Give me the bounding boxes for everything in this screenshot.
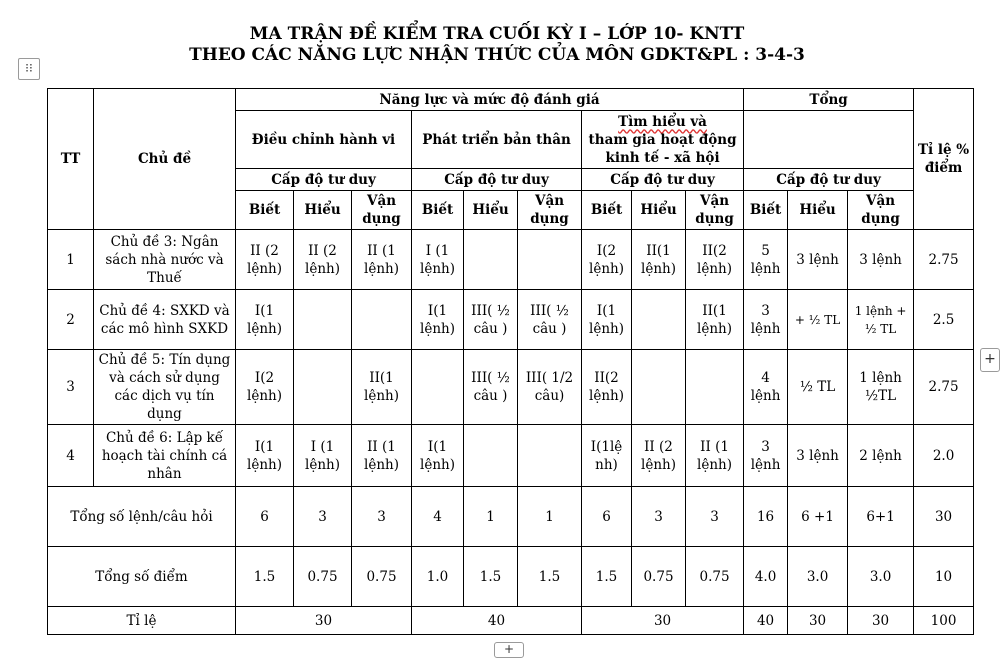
cell: 30	[236, 607, 412, 635]
row-topic: Chủ đề 3: Ngân sách nhà nước và Thuế	[94, 230, 236, 290]
cell	[464, 230, 518, 290]
van-dung-header: Vận dụng	[352, 191, 412, 230]
cell: 1.5	[236, 547, 294, 607]
table-row	[48, 425, 974, 487]
cell: 3 lệnh	[744, 425, 788, 487]
cell: I(1 lệnh)	[582, 290, 632, 350]
cell: I (1 lệnh)	[412, 230, 464, 290]
biet-header: Biết	[236, 191, 294, 230]
cell: + ½ TL	[788, 290, 848, 350]
row-topic: Chủ đề 5: Tín dụng và cách sử dụng các dịch vụ tín dụng	[94, 350, 236, 425]
cell: I(1 lệnh)	[412, 425, 464, 487]
cell: 1.5	[582, 547, 632, 607]
table-row	[48, 607, 974, 635]
row-tt: 2	[48, 290, 94, 350]
cell: 2 lệnh	[848, 425, 914, 487]
cap-do-header: Cấp độ tư duy	[582, 169, 744, 191]
cell: 100	[914, 607, 974, 635]
cell: 30	[914, 487, 974, 547]
cap-do-header: Cấp độ tư duy	[412, 169, 582, 191]
cell: 10	[914, 547, 974, 607]
cell	[518, 230, 582, 290]
table-row	[48, 230, 974, 290]
row-topic: Chủ đề 4: SXKD và các mô hình SXKD	[94, 290, 236, 350]
cell	[518, 425, 582, 487]
cell: I(1 lệnh)	[236, 425, 294, 487]
hieu-header: Hiểu	[632, 191, 686, 230]
total-points-label: Tổng số điểm	[48, 547, 236, 607]
table-row	[48, 487, 974, 547]
cell: I(1 lệnh)	[412, 290, 464, 350]
cell: 1.5	[518, 547, 582, 607]
cell: 40	[744, 607, 788, 635]
table-row	[48, 547, 974, 607]
cell	[294, 290, 352, 350]
cell: 40	[412, 607, 582, 635]
cell: ½ TL	[788, 350, 848, 425]
cell	[352, 290, 412, 350]
row-tt: 1	[48, 230, 94, 290]
phat-trien-header: Phát triển bản thân	[412, 111, 582, 169]
tim-hieu-underlined: Tìm hiểu và	[618, 113, 707, 130]
add-column-plus-icon[interactable]: +	[980, 348, 1000, 372]
cell: II(2 lệnh)	[686, 230, 744, 290]
cell: I(2 lệnh)	[236, 350, 294, 425]
tong-header: Tổng	[744, 89, 914, 111]
cell: 1	[464, 487, 518, 547]
cell: 6+1	[848, 487, 914, 547]
cell: 0.75	[352, 547, 412, 607]
cell: 1 lệnh ½TL	[848, 350, 914, 425]
total-items-label: Tổng số lệnh/câu hỏi	[48, 487, 236, 547]
cell: 16	[744, 487, 788, 547]
ratio-label: Tỉ lệ	[48, 607, 236, 635]
hieu-header: Hiểu	[788, 191, 848, 230]
van-dung-header: Vận dụng	[686, 191, 744, 230]
cell: 3.0	[788, 547, 848, 607]
table-row	[48, 290, 974, 350]
tong-blank-cell	[744, 111, 914, 169]
cell	[294, 350, 352, 425]
cell: 3 lệnh	[848, 230, 914, 290]
table-row	[48, 350, 974, 425]
cell	[412, 350, 464, 425]
hieu-header: Hiểu	[294, 191, 352, 230]
cell: 4 lệnh	[744, 350, 788, 425]
cell: II(1 lệnh)	[352, 350, 412, 425]
cell: 2.5	[914, 290, 974, 350]
row-tt: 3	[48, 350, 94, 425]
cell	[686, 350, 744, 425]
nang-luc-header: Năng lực và mức độ đánh giá	[236, 89, 744, 111]
cell: 30	[582, 607, 744, 635]
van-dung-header: Vận dụng	[518, 191, 582, 230]
tt-header: TT	[48, 89, 94, 230]
cell: II (1 lệnh)	[686, 425, 744, 487]
cell: 3	[686, 487, 744, 547]
cell: 2.75	[914, 230, 974, 290]
cell: 6 +1	[788, 487, 848, 547]
chu-de-header: Chủ đề	[94, 89, 236, 230]
cell: 4	[412, 487, 464, 547]
cell	[632, 290, 686, 350]
cell: III( ½ câu )	[518, 290, 582, 350]
cell: 1.5	[464, 547, 518, 607]
assessment-matrix-table	[47, 88, 974, 635]
cell: I(1 lệnh)	[236, 290, 294, 350]
biet-header: Biết	[582, 191, 632, 230]
table-move-handle-icon[interactable]: ⁝⁝	[18, 58, 40, 80]
cell: III( 1/2 câu)	[518, 350, 582, 425]
cell: 1	[518, 487, 582, 547]
cell: II(1 lệnh)	[632, 230, 686, 290]
cell: 3	[294, 487, 352, 547]
cell: 1 lệnh + ½ TL	[848, 290, 914, 350]
cell: 2.0	[914, 425, 974, 487]
row-topic: Chủ đề 6: Lập kế hoạch tài chính cá nhân	[94, 425, 236, 487]
biet-header: Biết	[412, 191, 464, 230]
cell: II (1 lệnh)	[352, 425, 412, 487]
cell: 6	[236, 487, 294, 547]
cell: 2.75	[914, 350, 974, 425]
cell	[632, 350, 686, 425]
cell: I(2 lệnh)	[582, 230, 632, 290]
cell: 3	[632, 487, 686, 547]
page-subtitle: THEO CÁC NĂNG LỰC NHẬN THỨC CỦA MÔN GDKT&PL : 3-4-3	[189, 45, 805, 65]
ti-le-header: Tỉ lệ % điểm	[914, 89, 974, 230]
cell: 0.75	[294, 547, 352, 607]
cell: 30	[848, 607, 914, 635]
cell: III( ½ câu )	[464, 290, 518, 350]
biet-header: Biết	[744, 191, 788, 230]
hieu-header: Hiểu	[464, 191, 518, 230]
cell: II(2 lệnh)	[582, 350, 632, 425]
cell: I(1lệ nh)	[582, 425, 632, 487]
cell: 3 lệnh	[788, 230, 848, 290]
cell: III( ½ câu )	[464, 350, 518, 425]
cell: I (1 lệnh)	[294, 425, 352, 487]
cell: II(1 lệnh)	[686, 290, 744, 350]
van-dung-header: Vận dụng	[848, 191, 914, 230]
cell: II (2 lệnh)	[294, 230, 352, 290]
cell: 1.0	[412, 547, 464, 607]
cell: 6	[582, 487, 632, 547]
cell: 3 lệnh	[788, 425, 848, 487]
cap-do-header: Cấp độ tư duy	[744, 169, 914, 191]
cell: 3.0	[848, 547, 914, 607]
cell: 30	[788, 607, 848, 635]
tim-hieu-header	[582, 111, 744, 169]
cell: II (1 lệnh)	[352, 230, 412, 290]
cap-do-header: Cấp độ tư duy	[236, 169, 412, 191]
cell: 0.75	[632, 547, 686, 607]
page-title: MA TRẬN ĐỀ KIỂM TRA CUỐI KỲ I – LỚP 10- KNTT	[249, 24, 745, 44]
cell: II (2 lệnh)	[236, 230, 294, 290]
cell: 3 lệnh	[744, 290, 788, 350]
cell: II (2 lệnh)	[632, 425, 686, 487]
cell: 4.0	[744, 547, 788, 607]
add-row-plus-icon[interactable]: +	[494, 642, 524, 658]
cell: 0.75	[686, 547, 744, 607]
cell	[464, 425, 518, 487]
cell: 3	[352, 487, 412, 547]
tim-hieu-rest: tham gia hoạt động kinh tế - xã hội	[588, 131, 737, 166]
row-tt: 4	[48, 425, 94, 487]
dieu-chinh-header: Điều chỉnh hành vi	[236, 111, 412, 169]
cell: 5 lệnh	[744, 230, 788, 290]
